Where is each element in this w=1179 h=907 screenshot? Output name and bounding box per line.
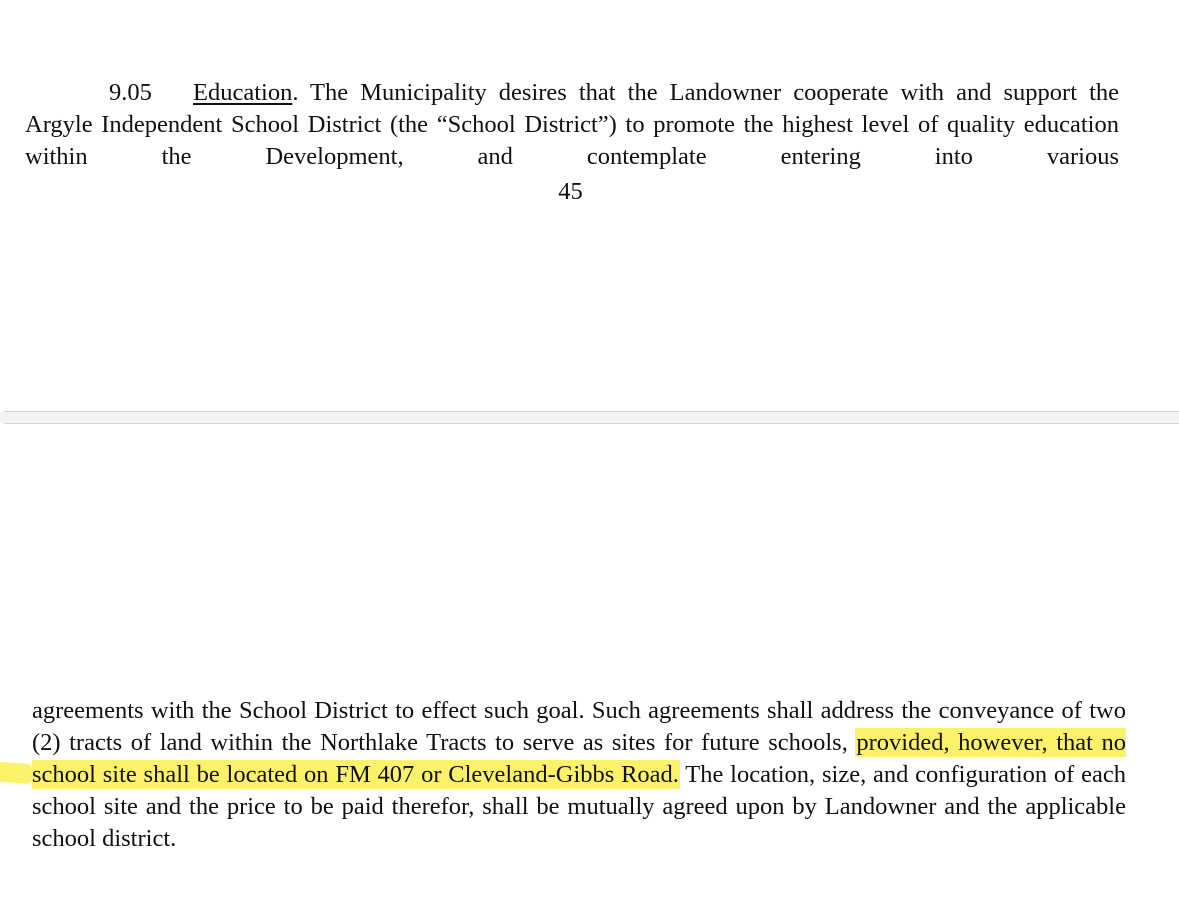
section-text: . The Municipality desires that the Landowner cooperate with and support the Argyle Independent School District (the “School District”) to promote the highest level of quality education within the Development, and contemplate entering into various	[25, 78, 1119, 170]
continuation-text-end: The location, size, and configuration of each school site and the price to be paid therefor, shall be mutually agreed upon by Landowner and the applicable school district.	[32, 760, 1126, 852]
section-paragraph	[25, 77, 1119, 173]
section-heading: Education	[193, 78, 293, 106]
page-gap	[0, 412, 1179, 423]
highlighted-text: provided, however, that no school site shall be located on FM 407 or Cleveland-Gibbs Road.	[32, 728, 1126, 788]
page-number: 45	[558, 178, 583, 205]
section-number: 9.05	[109, 78, 152, 106]
continuation-text: agreements with the School District to effect such goal. Such agreements shall address the conveyance of two (2) tracts of land within the Northlake Tracts to serve as sites for future schools,	[32, 696, 1126, 756]
page-45	[0, 0, 1179, 408]
page-break-divider-top	[4, 411, 1179, 412]
page-break-divider-bottom	[4, 423, 1179, 424]
highlight-marker-stroke	[0, 762, 32, 784]
continuation-paragraph	[32, 695, 1126, 855]
